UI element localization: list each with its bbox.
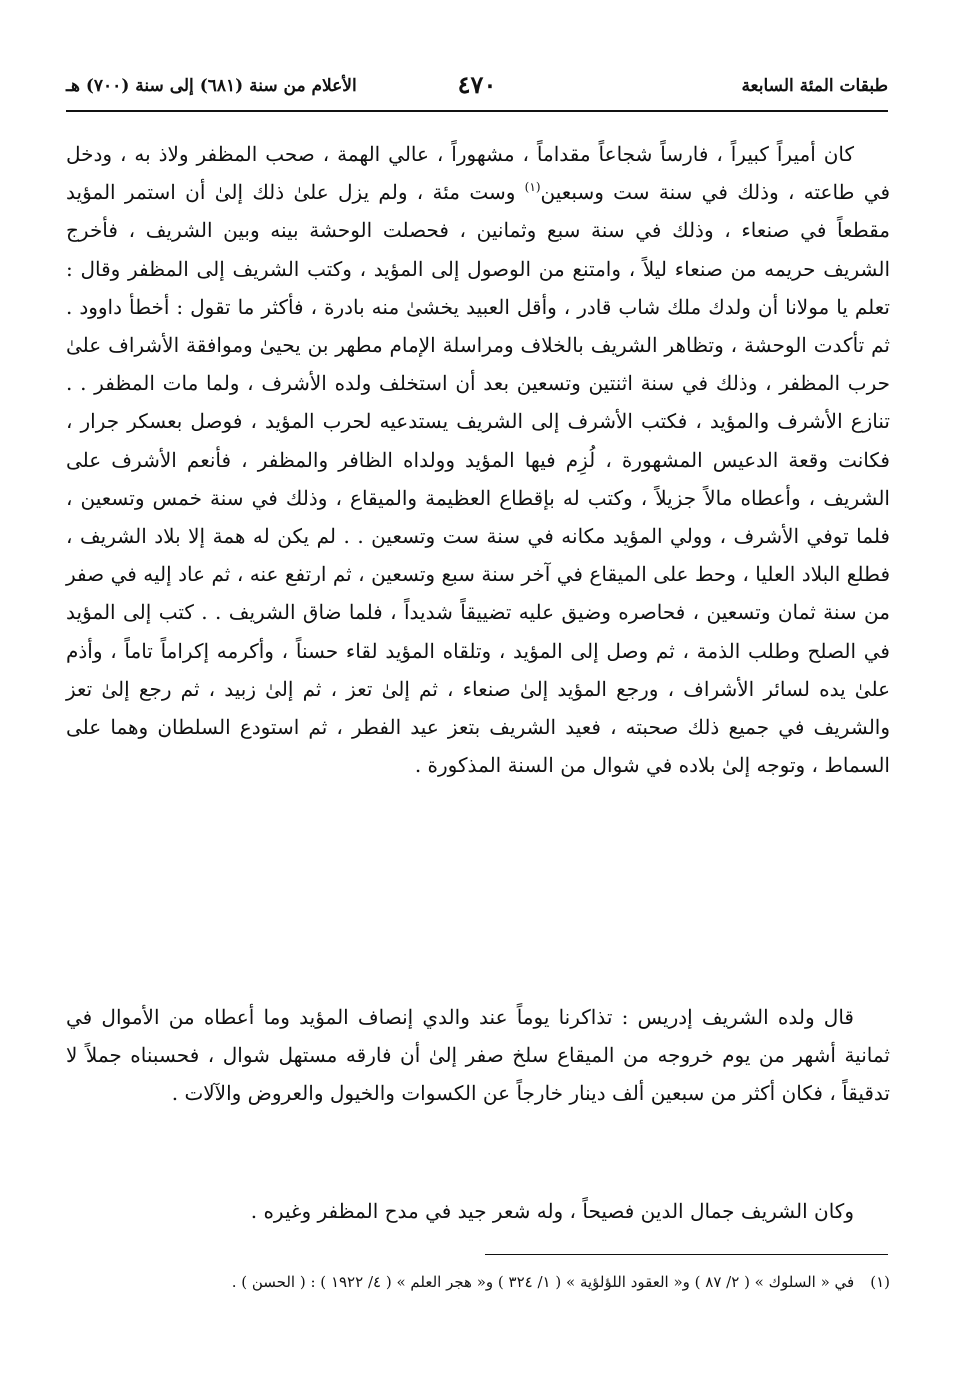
running-header bbox=[66, 70, 888, 106]
paragraph-idris-account: قال ولده الشريف إدريس : تذاكرنا يوماً عند والدي إنصاف المؤيد وما أعطاه من الأموال في ثمانية أشهر من يوم خروجه من الميقاع سلخ صفر إلىٰ أن فارقه مستهل شوال ، فحسبناه جملاً لا تدقيقاً ، فكان أكثر من سبعين ألف دينار خارجاً عن الكسوات والخيول والعروض والآلات . bbox=[66, 1005, 890, 1106]
header-section-title: طبقات المئة السابعة bbox=[741, 76, 888, 96]
paragraph-poetry-note: وكان الشريف جمال الدين فصيحاً ، وله شعر جيد في مدح المظفر وغيره . bbox=[250, 1199, 854, 1223]
page-number: ٤٧٠ bbox=[457, 70, 497, 99]
header-divider bbox=[66, 110, 888, 112]
paragraph-text-part1: كان أميراً كبيراً ، فارساً شجاعاً مقداماً ، مشهوراً ، عالي الهمة ، صحب المظفر ولاذ به ، ودخل في طاعته ، وذلك في سنة ست وسبعين bbox=[66, 142, 890, 205]
footnote-reference[interactable]: (١) bbox=[524, 180, 541, 195]
footnote bbox=[66, 1270, 890, 1294]
footnote-divider bbox=[485, 1254, 888, 1255]
header-range-title: الأعلام من سنة (٦٨١) إلى سنة (٧٠٠) هـ bbox=[66, 76, 357, 96]
footnote-text: في « السلوك » ( ٢/ ٨٧ ) و« العقود اللؤلؤية » ( ١/ ٣٢٤ ) و« هجر العلم » ( ٤/ ١٩٢٢ ) : ( الحسن ) . bbox=[231, 1273, 855, 1291]
footnote-number: (١) bbox=[870, 1273, 890, 1291]
paragraph-text-part2: وست مئة ، ولم يزل علىٰ ذلك إلىٰ أن استمر المؤيد مقطعاً في صنعاء ، وذلك في سنة سبع وثمانين ، فحصلت الوحشة بينه وبين الشريف ، فأخرج الشريف حريمه من صنعاء ليلاً ، وامتنع من الوصول إلى المؤيد ، وكتب الشريف إلى المظفر وقال : تعلم يا مولانا أن ولدك ملك شاب قادر ، وأقل العبيد يخشىٰ منه بادرة ، فأكثر ما تقول : أخطأ داوود . ثم تأكدت الوحشة ، وتظاهر الشريف بالخلاف ومراسلة الإمام مطهر بن يحيىٰ وموافقة الأشراف علىٰ حرب المظفر ، وذلك في سنة اثنتين وتسعين بعد أن استخلف ولده الأشرف ، ولما مات المظفر . . تنازع الأشرف والمؤيد ، فكتب الأشرف إلى الشريف يستدعيه لحرب المؤيد ، فوصل بعسكر جرار ، فكانت وقعة الدعيس المشهورة ، لُزِم فيها المؤيد وولداه الظافر والمظفر ، فأنعم الأشرف على الشريف ، وأعطاه مالاً جزيلاً ، وكتب له بإقطاع العظيمة والميقاع ، وذلك في سنة خمس وتسعين ، فلما توفي الأشرف ، وولي المؤيد مكانه في سنة ست وتسعين . . لم يكن له همة إلا بلاد الشريف ، فطلع البلاد العليا ، وحط على الميقاع في آخر سنة سبع وتسعين ، ثم ارتفع عنه ، ثم عاد إليه في صفر من سنة ثمان وتسعين ، فحاصره وضيق عليه تضييقاً شديداً ، فلما ضاق الشريف . . كتب إلى المؤيد في الصلح وطلب الذمة ، ثم وصل إلى المؤيد ، وتلقاه المؤيد لقاء حسناً ، وأكرمه إكراماً تاماً ، وأذم علىٰ يده لسائر الأشراف ، ورجع المؤيد إلىٰ صنعاء ، ثم إلىٰ تعز ، ثم إلىٰ زبيد ، ثم رجع إلىٰ تعز والشريف في جميع ذلك صحبته ، فعيد الشريف بتعز عيد الفطر ، ثم استودع السلطان وهما على السماط ، وتوجه إلىٰ بلاده في شوال من السنة المذكورة . bbox=[66, 180, 890, 778]
paragraph-biography bbox=[66, 135, 890, 784]
